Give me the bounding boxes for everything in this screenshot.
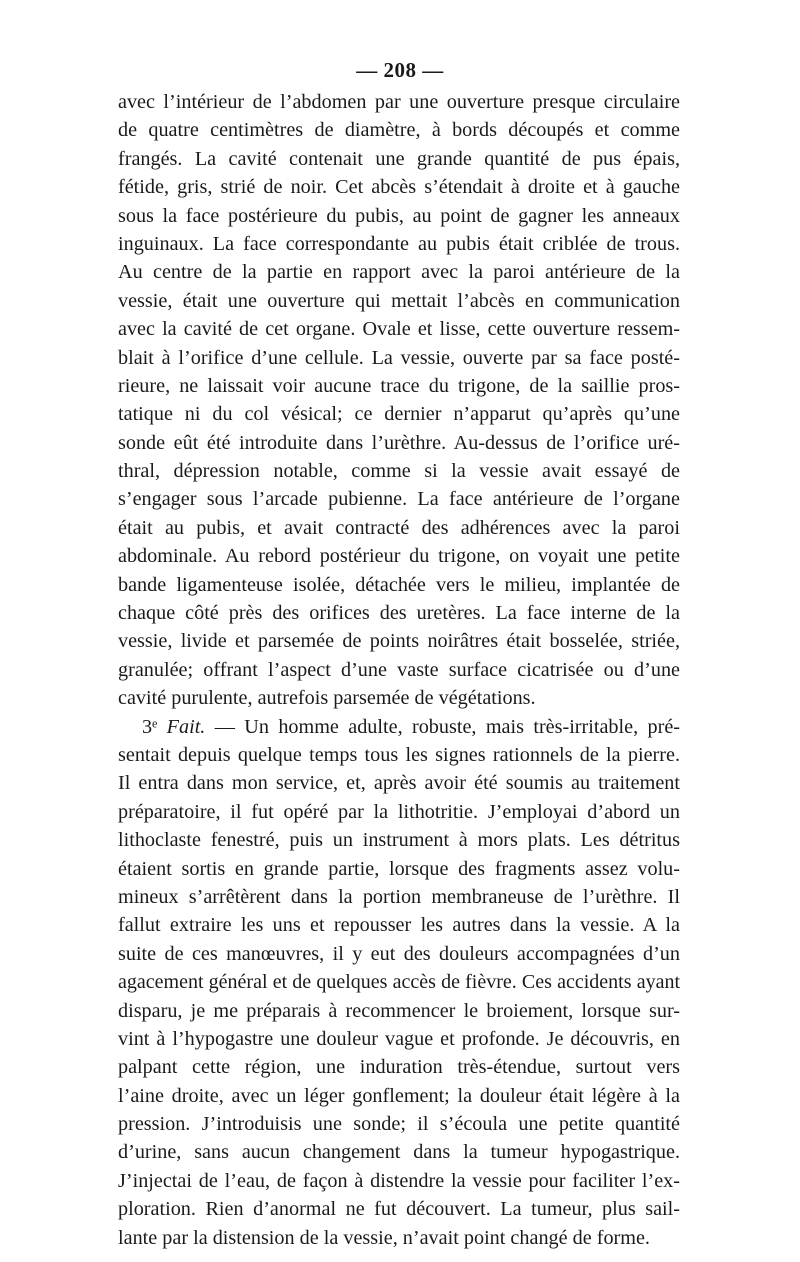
text-line: frangés. La cavité contenait une grande quantité de pus épais, bbox=[118, 147, 680, 170]
text-line: disparu, je me préparais à recommencer le broiement, lorsque sur- bbox=[118, 999, 680, 1022]
text-line: cavité purulente, autrefois parsemée de végétations. bbox=[118, 687, 536, 710]
text-line: rieure, ne laissait voir aucune trace du trigone, de la saillie pros- bbox=[118, 374, 680, 397]
text-line: d’urine, sans aucun changement dans la tumeur hypogastrique. bbox=[118, 1141, 680, 1164]
text-line: abdominale. Au rebord postérieur du trigone, on voyait une petite bbox=[118, 545, 680, 568]
text-line: préparatoire, il fut opéré par la lithotritie. J’employai d’abord un bbox=[118, 800, 680, 823]
text-line: pression. J’introduisis une sonde; il s’écoula une petite quantité bbox=[118, 1113, 680, 1136]
text-line: vessie, était une ouverture qui mettait l’abcès en communication bbox=[118, 289, 680, 312]
paragraph-opening-text: — Un homme adulte, robuste, mais très-irritable, pré- bbox=[214, 715, 681, 738]
text-line: vessie, livide et parsemée de points noirâtres était bosselée, striée, bbox=[118, 630, 680, 653]
page-number: — 208 — bbox=[356, 58, 444, 82]
text-line: sonde eût été introduite dans l’urèthre. Au-dessus de l’orifice uré- bbox=[118, 431, 680, 454]
text-line: agacement général et de quelques accès de fièvre. Ces accidents ayant bbox=[118, 971, 680, 994]
text-line: vint à l’hypogastre une douleur vague et profonde. Je découvris, en bbox=[118, 1027, 680, 1050]
text-line: étaient sortis en grande partie, lorsque des fragments assez volu- bbox=[118, 857, 680, 880]
text-line: chaque côté près des orifices des uretères. La face interne de la bbox=[118, 602, 680, 625]
text-line: avec l’intérieur de l’abdomen par une ouverture presque circulaire bbox=[118, 91, 680, 113]
text-line: granulée; offrant l’aspect d’une vaste surface cicatrisée ou d’une bbox=[118, 658, 680, 681]
text-line: l’aine droite, avec un léger gonflement; la douleur était légère à la bbox=[118, 1084, 680, 1107]
text-line: suite de ces manœuvres, il y eut des douleurs accompagnées d’un bbox=[118, 942, 680, 965]
paragraph-opening-line bbox=[118, 713, 680, 741]
text-line: Il entra dans mon service, et, après avoir été soumis au traitement bbox=[118, 772, 680, 795]
text-line: de quatre centimètres de diamètre, à bords découpés et comme bbox=[118, 119, 680, 142]
text-line: mineux s’arrêtèrent dans la portion membraneuse de l’urèthre. Il bbox=[118, 885, 680, 908]
text-line: blait à l’orifice d’une cellule. La vessie, ouverte par sa face posté- bbox=[118, 346, 680, 369]
case-number: 3ᵉ bbox=[142, 715, 158, 738]
text-line: sentait depuis quelque temps tous les signes rationnels de la pierre. bbox=[118, 743, 680, 766]
text-line: J’injectai de l’eau, de façon à distendre la vessie pour faciliter l’ex- bbox=[118, 1169, 680, 1192]
text-line: lante par la distension de la vessie, n’avait point changé de forme. bbox=[118, 1226, 650, 1249]
text-line: Au centre de la partie en rapport avec la paroi antérieure de la bbox=[118, 261, 680, 284]
text-line: bande ligamenteuse isolée, détachée vers le milieu, implantée de bbox=[118, 573, 680, 596]
text-line: lithoclaste fenestré, puis un instrument à mors plats. Les détritus bbox=[118, 829, 680, 852]
text-line: inguinaux. La face correspondante au pubis était criblée de trous. bbox=[118, 232, 680, 255]
text-line: s’engager sous l’arcade pubienne. La face antérieure de l’organe bbox=[118, 488, 680, 511]
text-line: était au pubis, et avait contracté des adhérences avec la paroi bbox=[118, 516, 680, 539]
case-label: Fait. bbox=[166, 715, 206, 738]
text-line: thral, dépression notable, comme si la vessie avait essayé de bbox=[118, 460, 680, 483]
text-line: avec la cavité de cet organe. Ovale et lisse, cette ouverture ressem- bbox=[118, 318, 680, 341]
text-line: sous la face postérieure du pubis, au point de gagner les anneaux bbox=[118, 204, 680, 227]
text-line: ploration. Rien d’anormal ne fut découvert. La tumeur, plus sail- bbox=[118, 1198, 680, 1221]
text-line: palpant cette région, une induration très-étendue, surtout vers bbox=[118, 1056, 680, 1079]
text-line: tatique ni du col vésical; ce dernier n’apparut qu’après qu’une bbox=[118, 403, 680, 426]
text-line: fallut extraire les uns et repousser les autres dans la vessie. A la bbox=[118, 914, 680, 937]
text-line: fétide, gris, strié de noir. Cet abcès s’étendait à droite et à gauche bbox=[118, 176, 680, 199]
body-text bbox=[118, 88, 680, 1252]
